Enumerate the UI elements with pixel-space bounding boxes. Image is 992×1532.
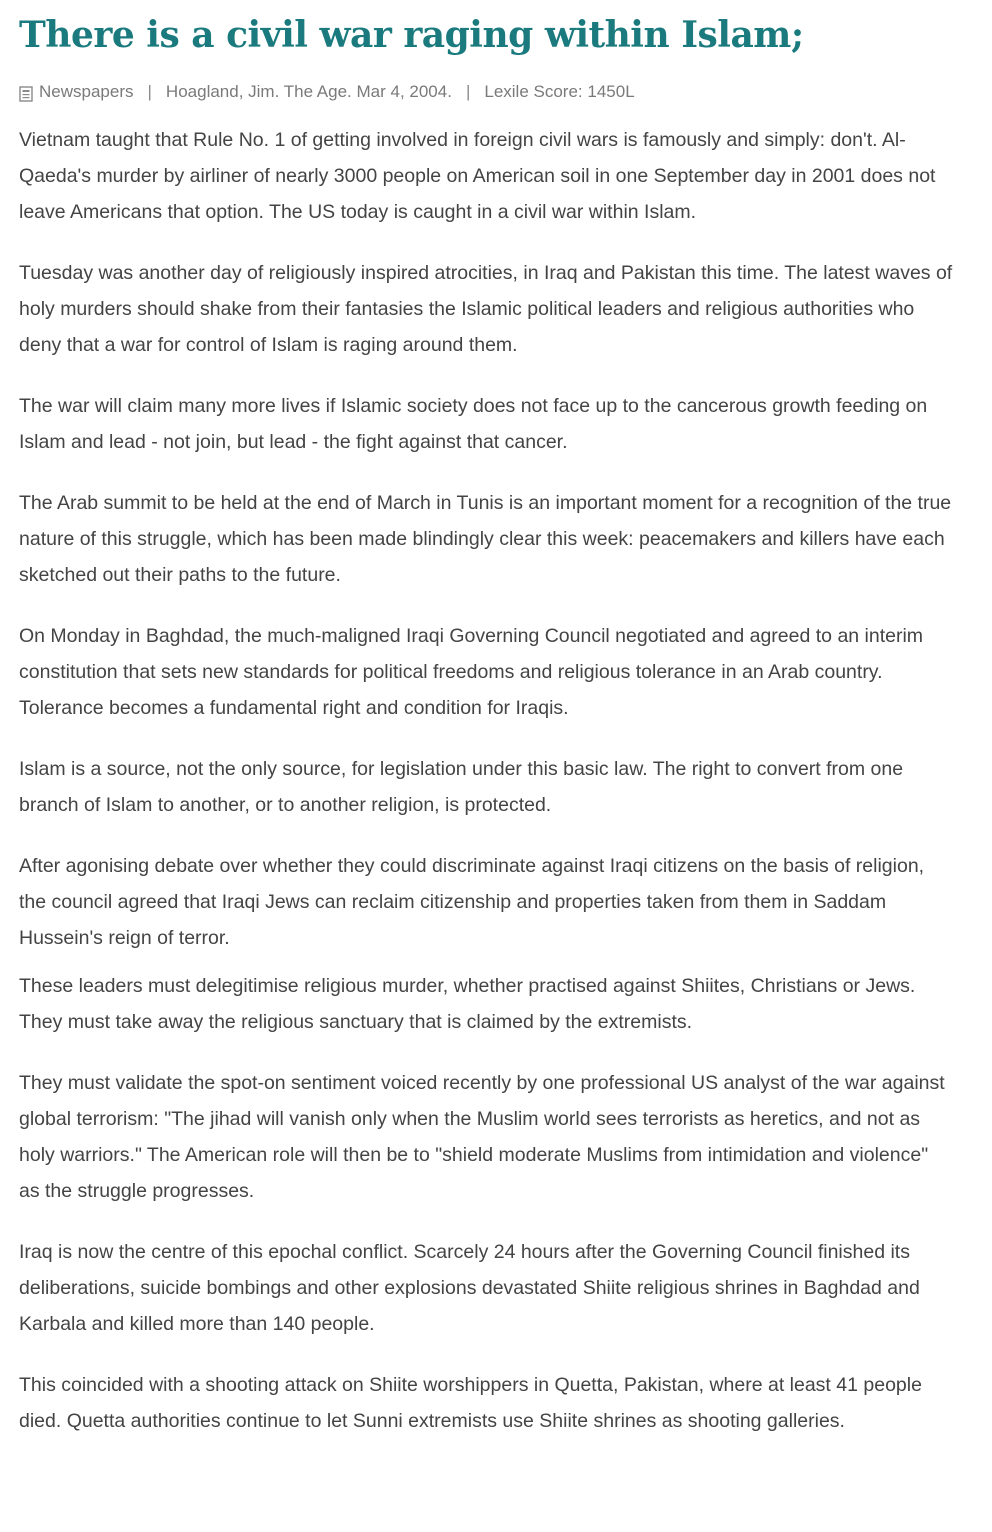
lexile-score: Lexile Score: 1450L [484, 82, 635, 101]
paragraph: This coincided with a shooting attack on Shiite worshippers in Quetta, Pakistan, where at least 41 people died. Quetta authorities continue to let Sunni extremists use Shiite shrines as shooting galleries. [19, 1374, 922, 1432]
newspaper-icon [19, 85, 33, 101]
paragraph: After agonising debate over whether they could discriminate against Iraqi citizens on the basis of religion, the council agreed that Iraqi Jews can reclaim citizenship and properties taken from them in Saddam Hussein's reign of terror. [19, 855, 925, 949]
paragraph: Vietnam taught that Rule No. 1 of getting involved in foreign civil wars is famously and simply: don't. Al-Qaeda's murder by airliner of nearly 3000 people on American soil in one September day in 2001 does not leave Americans that option. The US today is caught in a civil war within Islam. [19, 129, 936, 223]
article [19, 0, 954, 1439]
citation: Hoagland, Jim. The Age. Mar 4, 2004. [165, 82, 452, 101]
article-meta [19, 80, 954, 104]
meta-separator: | [465, 82, 471, 101]
source-type: Newspapers [39, 82, 134, 101]
paragraph: They must validate the spot-on sentiment voiced recently by one professional US analyst of the war against global terrorism: "The jihad will vanish only when the Muslim world sees terrorists as heretics, and not as holy warriors." The American role will then be to "shield moderate Muslims from intimidation and violence" as the struggle progresses. [19, 1072, 945, 1202]
paragraph: The war will claim many more lives if Islamic society does not face up to the cancerous growth feeding on Islam and lead - not join, but lead - the fight against that cancer. [19, 395, 928, 453]
paragraph: On Monday in Baghdad, the much-maligned Iraqi Governing Council negotiated and agreed to an interim constitution that sets new standards for political freedoms and religious tolerance in an Arab country. Tolerance becomes a fundamental right and condition for Iraqis. [19, 625, 924, 719]
article-title: There is a civil war raging within Islam; [19, 14, 804, 56]
paragraph: Iraq is now the centre of this epochal conflict. Scarcely 24 hours after the Governing Council finished its deliberations, suicide bombings and other explosions devastated Shiite religious shrines in Baghdad and Karbala and killed more than 140 people. [19, 1241, 920, 1335]
paragraph: The Arab summit to be held at the end of March in Tunis is an important moment for a recognition of the true nature of this struggle, which has been made blindingly clear this week: peacemakers and killers have each sketched out their paths to the future. [19, 492, 952, 586]
paragraph: Islam is a source, not the only source, for legislation under this basic law. The right to convert from one branch of Islam to another, or to another religion, is protected. [19, 758, 904, 816]
paragraph: Tuesday was another day of religiously inspired atrocities, in Iraq and Pakistan this time. The latest waves of holy murders should shake from their fantasies the Islamic political leaders and religious authorities who deny that a war for control of Islam is raging around them. [19, 262, 953, 356]
paragraph: These leaders must delegitimise religious murder, whether practised against Shiites, Christians or Jews. They must take away the religious sanctuary that is claimed by the extremists. [19, 975, 916, 1033]
article-body [19, 122, 954, 1439]
meta-separator: | [147, 82, 152, 101]
